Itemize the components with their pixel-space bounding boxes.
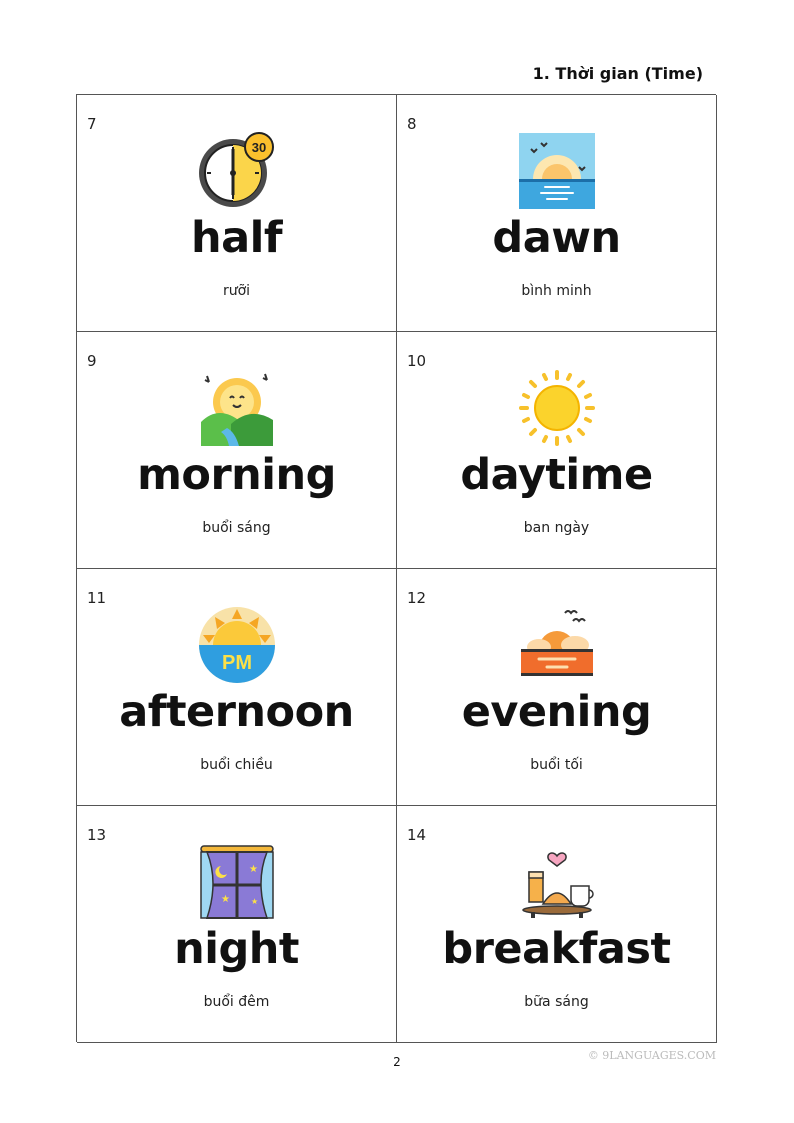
- page-header: 1. Thời gian (Time): [532, 64, 703, 83]
- pm-label: PM: [221, 652, 252, 674]
- sun-icon: [517, 368, 597, 448]
- card-translation: buổi đêm: [203, 994, 270, 1010]
- card-translation: bữa sáng: [524, 994, 589, 1010]
- svg-text:★: ★: [248, 864, 258, 875]
- svg-text:★: ★: [220, 894, 230, 905]
- page-number: 2: [393, 1055, 401, 1069]
- clock-half-icon: [197, 131, 277, 211]
- dawn-icon: [517, 131, 597, 211]
- card-number: 9: [87, 352, 97, 370]
- clock-badge-text: 30: [251, 140, 266, 155]
- card-word: breakfast: [442, 924, 671, 974]
- card-word: afternoon: [119, 687, 354, 737]
- card-number: 11: [87, 589, 107, 607]
- card-number: 13: [87, 826, 107, 844]
- flashcard: [77, 95, 397, 332]
- card-translation: buổi chiều: [200, 757, 273, 773]
- card-translation: ban ngày: [523, 520, 590, 536]
- copyright-notice: © 9LANGUAGES.COM: [587, 1049, 716, 1062]
- card-word: night: [174, 924, 299, 974]
- card-number: 8: [407, 115, 417, 133]
- breakfast-tray-icon: [517, 842, 597, 922]
- card-translation: buổi tối: [530, 757, 583, 773]
- flashcard: [77, 806, 397, 1043]
- card-word: daytime: [460, 450, 653, 500]
- flashcard: [397, 95, 717, 332]
- svg-text:★: ★: [250, 897, 258, 906]
- card-word: dawn: [492, 213, 621, 263]
- card-translation: bình minh: [521, 283, 592, 299]
- card-word: half: [190, 213, 283, 263]
- card-number: 10: [407, 352, 427, 370]
- morning-sun-icon: [197, 368, 277, 448]
- evening-sunset-icon: [517, 605, 597, 685]
- flashcard: [77, 332, 397, 569]
- flashcard-grid: [76, 94, 716, 1042]
- card-translation: rưỡi: [222, 283, 251, 299]
- flashcard: [397, 332, 717, 569]
- card-translation: buổi sáng: [202, 520, 271, 536]
- flashcard: [77, 569, 397, 806]
- card-word: morning: [137, 450, 336, 500]
- night-window-icon: [197, 842, 277, 922]
- card-number: 12: [407, 589, 427, 607]
- flashcard: [397, 569, 717, 806]
- card-number: 7: [87, 115, 97, 133]
- pm-sun-icon: [197, 605, 277, 685]
- card-number: 14: [407, 826, 427, 844]
- card-word: evening: [461, 687, 652, 737]
- flashcard: [397, 806, 717, 1043]
